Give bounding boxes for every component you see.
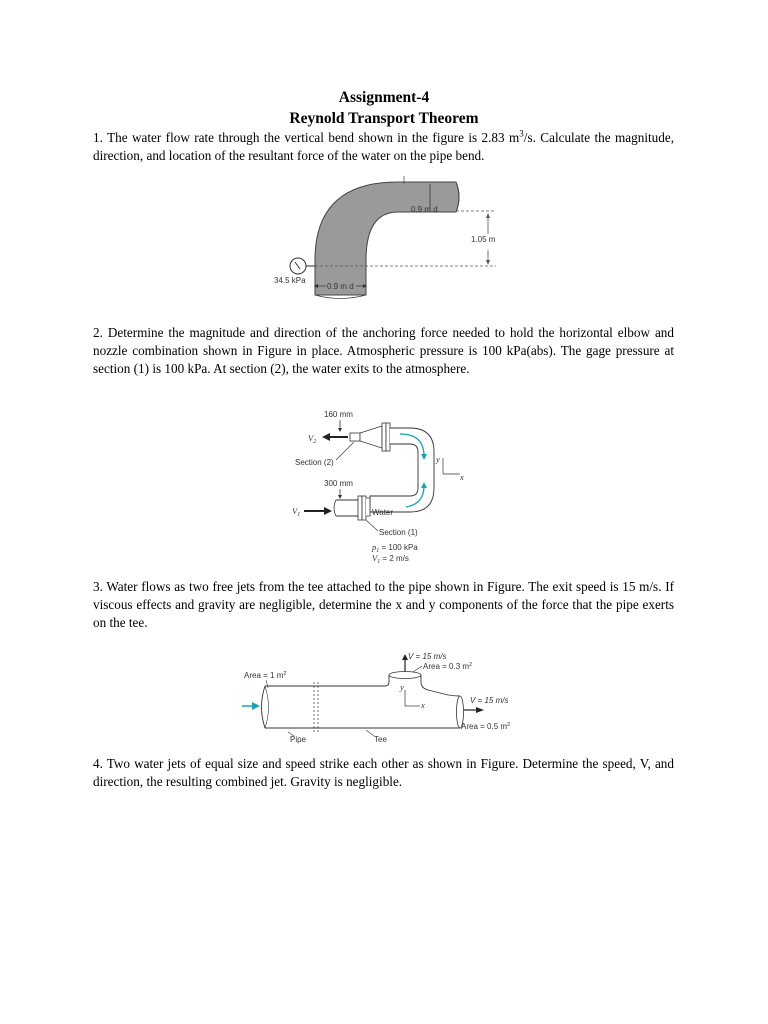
figure-2-elbow-nozzle [286, 404, 476, 568]
fig2-label-300: 300 mm [324, 479, 353, 488]
problem-2-text: 2. Determine the magnitude and direction of the anchoring force needed to hold the horizontal elbow and nozzle combination shown in Figure in place. Atmospheric pressure is 100 kPa(abs). The gage pressure at section (1) is 100 kPa. At section (2), the water exits to the atmosphere. [93, 325, 674, 376]
svg-text:Area = 1 m2 [244, 671, 286, 680]
page-subtitle: Reynold Transport Theorem [289, 110, 479, 127]
page-title: Assignment-4 [338, 89, 430, 106]
problem-1-text-b: /s. Calculate the magnitude, direction, and location of the resultant force of the water on the pipe bend. [93, 130, 674, 163]
svg-text:V2 [308, 433, 316, 445]
fig3-label-area-left: Area = 1 m [244, 671, 284, 680]
fig3-label-pipe: Pipe [290, 735, 307, 744]
fig2-label-p1-val: = 100 kPa [379, 543, 418, 552]
figure-1-vertical-bend [268, 174, 504, 302]
bend-pipe-bottom-cap [315, 295, 366, 299]
fig3-label-y: y [400, 682, 404, 692]
fig2-label-section2: Section (2) [295, 458, 334, 467]
fig1-label-rise: 1.05 m [471, 235, 496, 244]
fig3-label-v-right: V = 15 m/s [470, 696, 509, 705]
svg-text:Area = 0.3 m2 [423, 662, 472, 671]
svg-text:p1 = 100 kPa [371, 542, 418, 554]
fig2-label-v2-sub: 2 [313, 439, 317, 445]
svg-text:Area = 0.5 m2 [461, 722, 510, 731]
problem-1-text [93, 129, 674, 165]
problem-3-text: 3. Water flows as two free jets from the tee attached to the pipe shown in Figure. The exit speed is 15 m/s. If viscous effects and gravity are negligible, determine the x and y components of the force that the pipe exerts on the tee. [93, 579, 674, 630]
fig1-label-diameter-bottom: 0.9 m d [327, 282, 354, 291]
fig3-label-area-left-sup: 2 [283, 671, 287, 677]
fig3-label-area-right: Area = 0.5 m [461, 722, 508, 731]
problem-1-text-a: 1. The water flow rate through the vertical bend shown in the figure is 2.83 m [93, 130, 520, 145]
fig2-label-section1: Section (1) [379, 528, 418, 537]
fig2-label-x: x [460, 472, 464, 482]
figure-3-tee [238, 646, 528, 746]
svg-text:V = 15 m/s [470, 696, 508, 705]
problem-1-sup: 3 [519, 128, 524, 139]
fig2-label-water: Water [372, 508, 394, 517]
fig2-label-y: y [436, 454, 440, 464]
fig2-label-v1b-sub: 1 [377, 559, 381, 565]
fig2-label-160: 160 mm [324, 410, 353, 419]
svg-text:V1 = 2 m/s [372, 553, 409, 565]
problem-4-text: 4. Two water jets of equal size and speed strike each other as shown in Figure. Determine the speed, V, and direction, the resulting combined jet. Gravity is negligible. [93, 756, 674, 789]
fig3-label-tee: Tee [374, 735, 387, 744]
fig2-label-v2: V [308, 433, 314, 443]
fig2-label-v1: V [292, 506, 298, 516]
fig3-label-v-top: V = 15 m/s [408, 652, 447, 661]
fig1-label-diameter-top: 0.9 m d [411, 205, 438, 214]
fig3-label-area-top-sup: 2 [469, 662, 473, 668]
fig2-label-p1-sub: 1 [376, 548, 380, 554]
fig2-label-v1b-val: = 2 m/s [380, 554, 409, 563]
fig2-label-p1: p [372, 542, 377, 552]
fig3-label-area-right-sup: 2 [507, 722, 511, 728]
fig1-label-pressure: 34.5 kPa [274, 276, 306, 285]
fig3-label-x: x [421, 700, 425, 710]
bend-pipe-body [315, 182, 459, 295]
svg-text:V = 15 m/s [408, 652, 446, 661]
svg-text:V1 [292, 506, 300, 518]
fig2-label-v1b: V [372, 553, 378, 563]
fig2-label-v1-sub: 1 [297, 512, 301, 518]
fig3-label-area-top: Area = 0.3 m [423, 662, 470, 671]
